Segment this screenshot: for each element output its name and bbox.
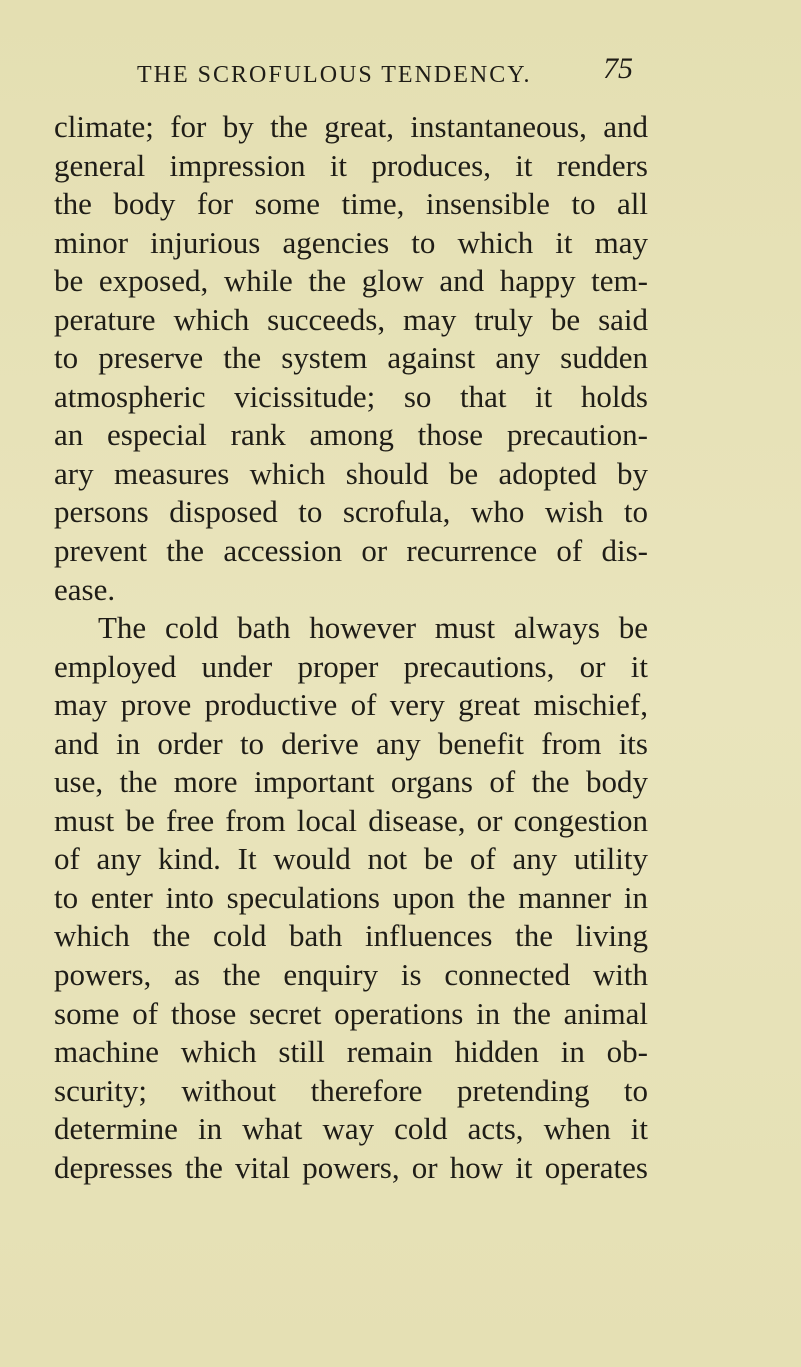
paragraph-end-line: ease. [54,571,116,607]
body-text [54,108,648,1187]
text-line: depresses the vital powers, or how it operates [54,1149,648,1185]
running-title: THE SCROFULOUS TENDENCY. [137,62,532,88]
text-line: powers, as the enquiry is connected with [54,957,648,993]
text-line: employed under proper precautions, or it [54,648,648,684]
text-line: which the cold bath influences the living [54,918,648,954]
text-line: climate; for by the great, instantaneous, and [54,109,648,144]
text-line: scurity; without therefore pretending to [54,1072,648,1108]
text-line: to enter into speculations upon the manner in [54,879,648,915]
page-number: 75 [603,52,633,85]
paragraph-start-line: The cold bath however must always be [98,610,648,646]
text-line: and in order to derive any benefit from its [54,725,648,761]
text-line: ary measures which should be adopted by [54,455,648,491]
text-line: the body for some time, insensible to all [54,186,648,222]
text-line: perature which succeeds, may truly be said [54,301,648,337]
text-line: machine which still remain hidden in ob- [54,1034,648,1070]
text-line: must be free from local disease, or congestion [54,802,648,838]
text-line: to preserve the system against any sudden [54,340,648,376]
text-line: general impression it produces, it renders [54,147,648,183]
text-line: minor injurious agencies to which it may [54,224,648,260]
text-line: an especial rank among those precaution- [54,417,648,453]
text-line: determine in what way cold acts, when it [54,1111,648,1147]
text-line: use, the more important organs of the body [54,764,648,800]
text-line: prevent the accession or recurrence of dis- [54,533,648,569]
text-line: be exposed, while the glow and happy tem- [54,263,648,299]
text-line: may prove productive of very great mischief, [54,687,648,723]
text-line: some of those secret operations in the animal [54,995,648,1031]
text-line: of any kind. It would not be of any utility [54,841,648,877]
text-line: atmospheric vicissitude; so that it holds [54,378,648,414]
text-line: persons disposed to scrofula, who wish to [54,494,648,530]
